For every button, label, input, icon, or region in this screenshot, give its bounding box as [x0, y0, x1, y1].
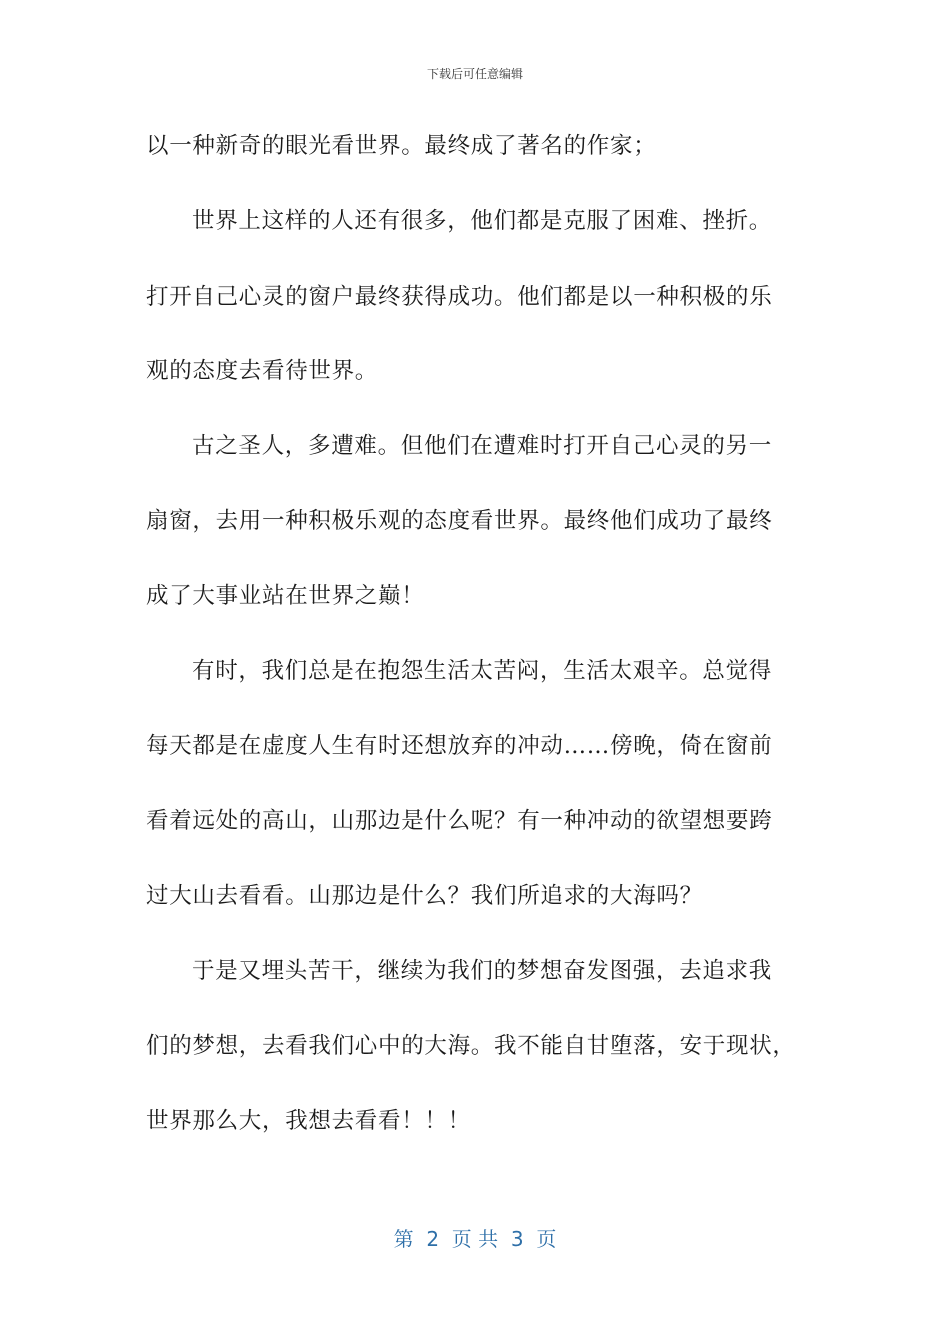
text-line: 以一种新奇的眼光看世界。最终成了著名的作家； — [146, 133, 657, 159]
text-line: 古之圣人，多遭难。但他们在遭难时打开自己心灵的另一 — [192, 433, 773, 459]
text-line: 打开自己心灵的窗户最终获得成功。他们都是以一种积极的乐 — [146, 284, 773, 310]
text-line: 世界上这样的人还有很多，他们都是克服了困难、挫折。 — [192, 208, 773, 234]
text-line: 过大山去看看。山那边是什么？我们所追求的大海吗？ — [146, 883, 703, 909]
text-line: 成了大事业站在世界之巅！ — [146, 583, 425, 609]
text-line: 世界那么大，我想去看看！！！ — [146, 1108, 471, 1134]
text-line: 每天都是在虚度人生有时还想放弃的冲动……傍晚，倚在窗前 — [146, 733, 773, 759]
text-line: 有时，我们总是在抱怨生活太苦闷，生活太艰辛。总觉得 — [192, 658, 773, 684]
text-line: 看着远处的高山，山那边是什么呢？有一种冲动的欲望想要跨 — [146, 808, 773, 834]
page-header-note: 下载后可任意编辑 — [426, 67, 523, 81]
text-line: 观的态度去看待世界。 — [146, 358, 379, 384]
text-line: 扇窗，去用一种积极乐观的态度看世界。最终他们成功了最终 — [146, 508, 773, 534]
text-line: 于是又埋头苦干，继续为我们的梦想奋发图强，去追求我 — [192, 958, 773, 984]
page-number: 第 2 页 共 3 页 — [393, 1227, 557, 1251]
text-line: 们的梦想，去看我们心中的大海。我不能自甘堕落，安于现状， — [146, 1033, 796, 1059]
